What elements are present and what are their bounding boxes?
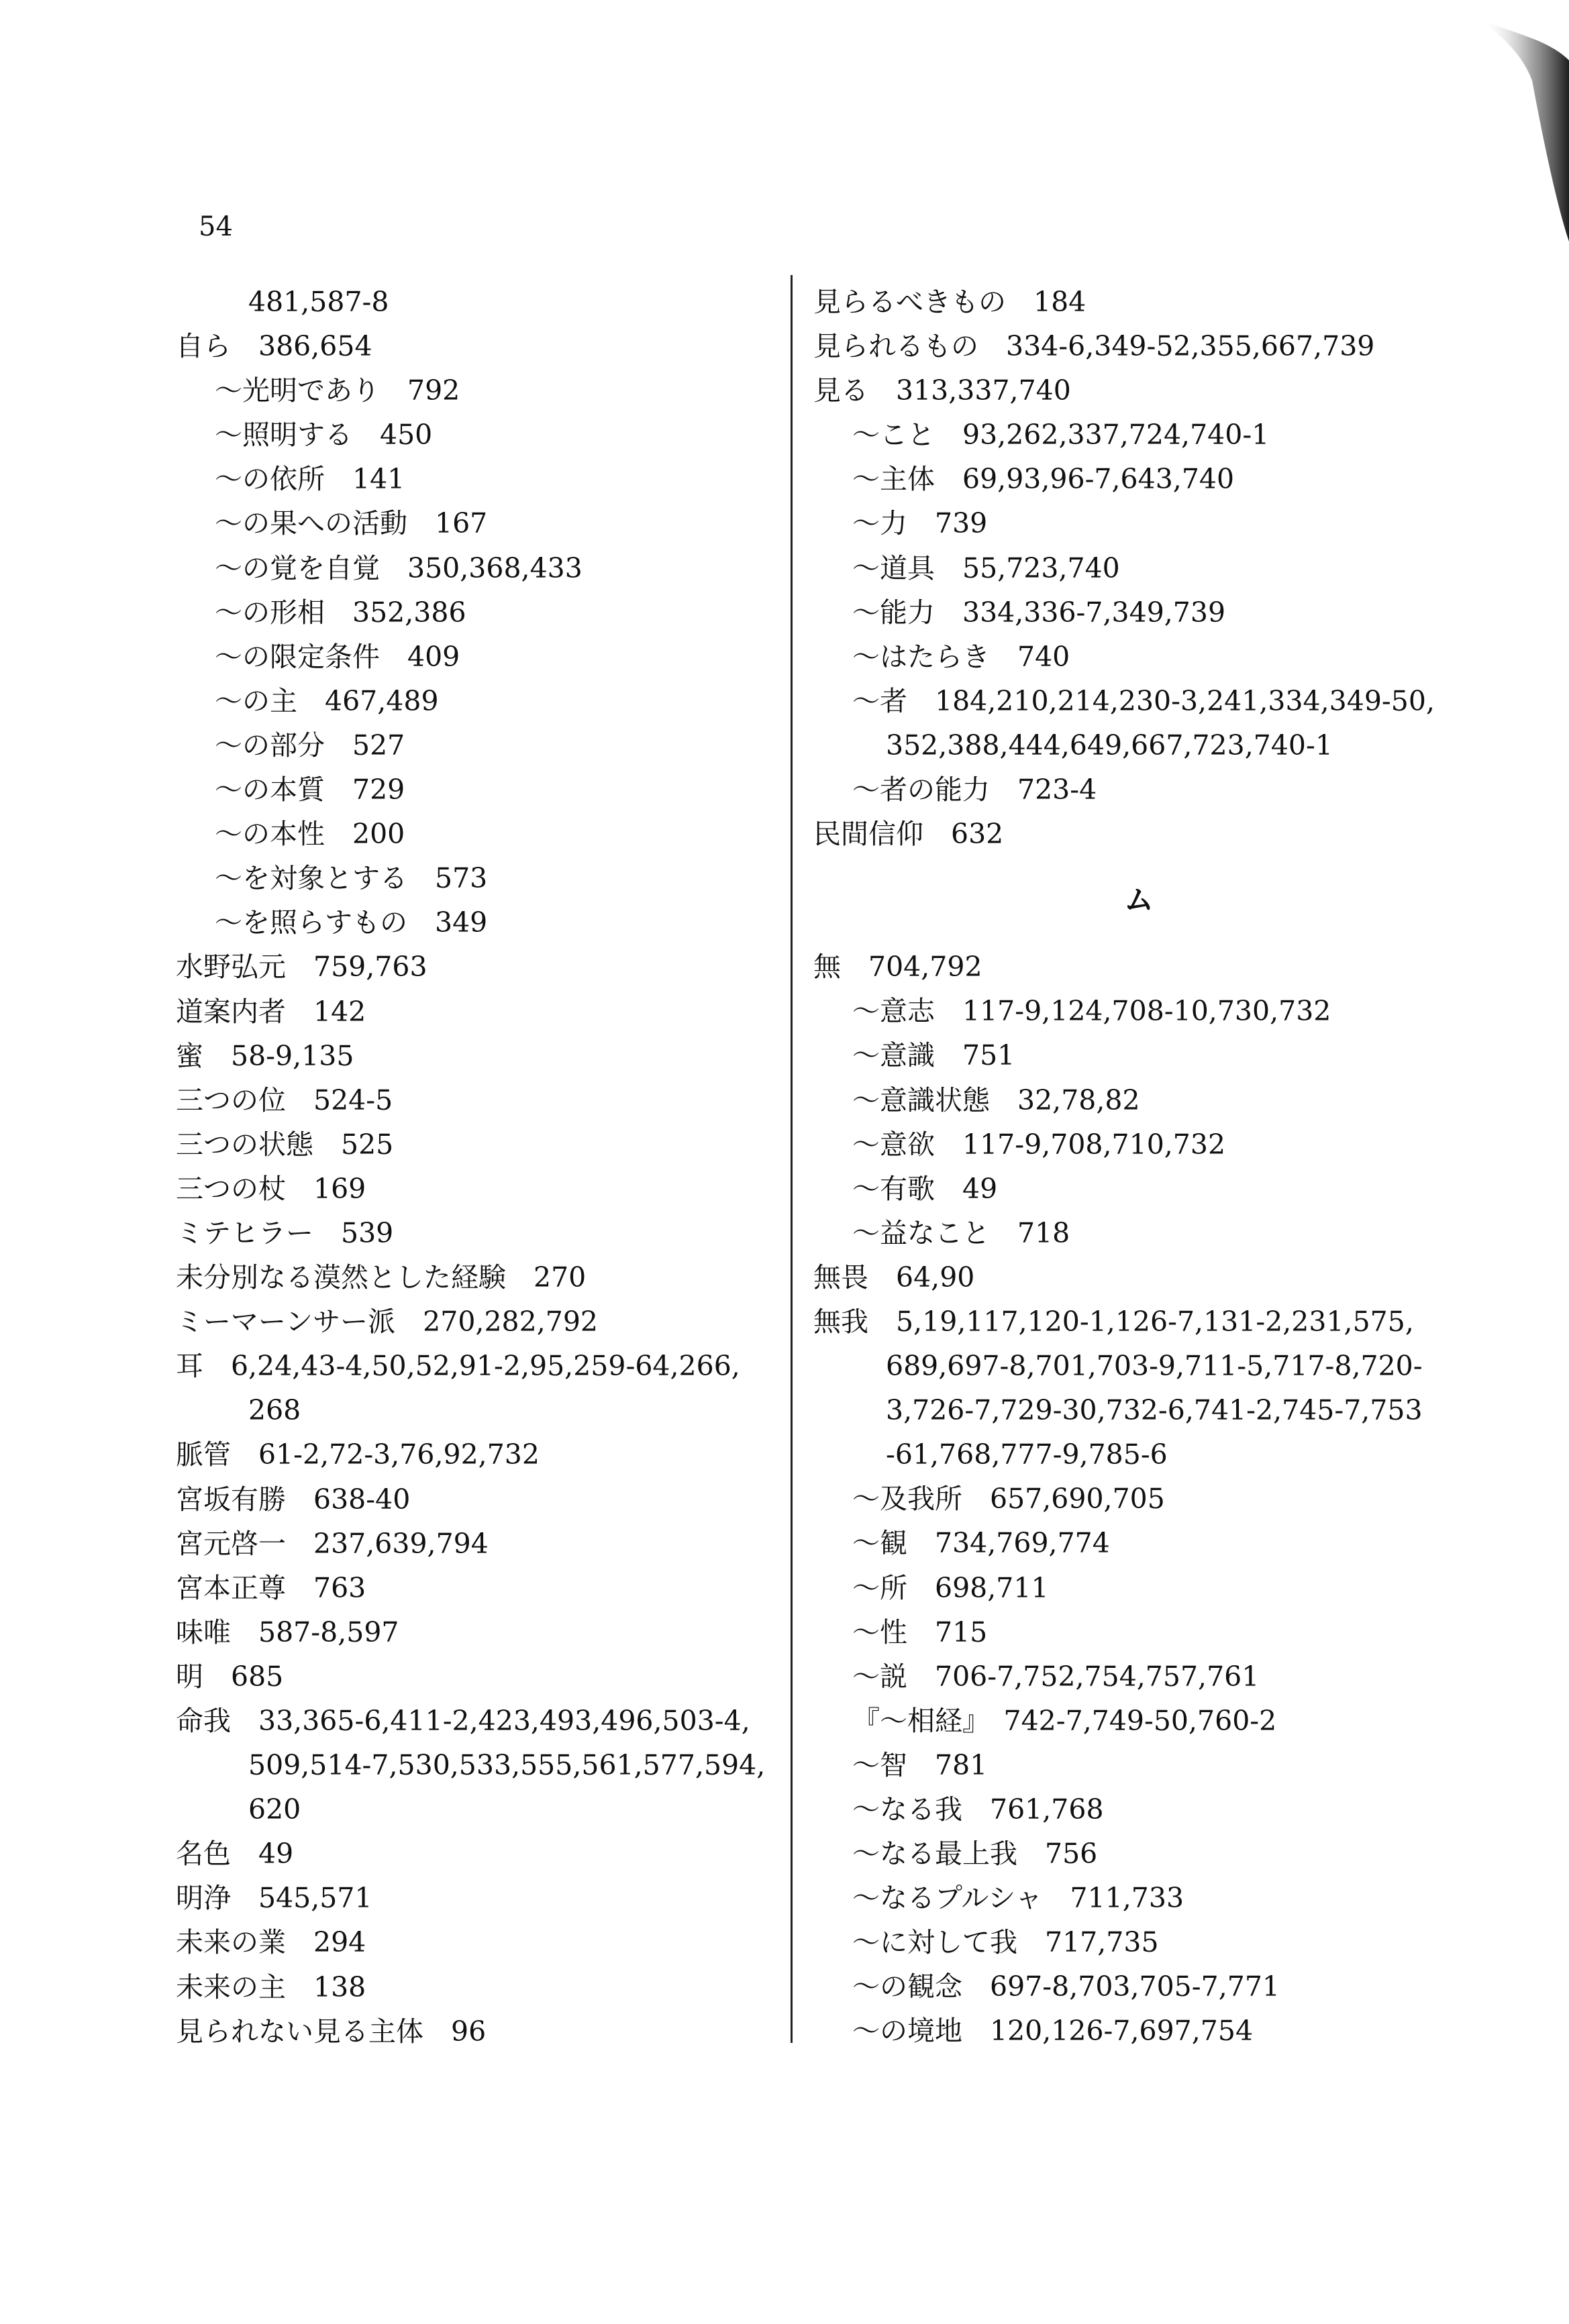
- index-entry-continuation: 3,726-7,729-30,732-6,741-2,745-7,753: [886, 1394, 1423, 1427]
- index-subentry: ～者の能力 723-4: [852, 774, 1097, 806]
- index-entry: 水野弘元 759,763: [176, 951, 427, 984]
- index-entry: 見らるべきもの 184: [813, 286, 1086, 318]
- index-entry: 道案内者 142: [176, 995, 366, 1028]
- index-subentry: ～の部分 527: [215, 729, 405, 761]
- index-subentry: 『～相経』 742-7,749-50,760-2: [852, 1704, 1277, 1737]
- index-entry: 耳 6,24,43-4,50,52,91-2,95,259-64,266,: [176, 1350, 740, 1383]
- index-subentry: ～の限定条件 409: [215, 640, 460, 673]
- index-entry: 無 704,792: [813, 951, 982, 984]
- index-subentry: ～意識状態 32,78,82: [852, 1084, 1140, 1116]
- index-subentry: ～はたらき 740: [852, 640, 1070, 673]
- index-entry: 味唯 587-8,597: [176, 1616, 399, 1648]
- index-entry: 見る 313,337,740: [813, 374, 1071, 407]
- index-entry-continuation: 620: [248, 1793, 301, 1826]
- index-subentry: ～の覚を自覚 350,368,433: [215, 551, 583, 584]
- index-subentry: ～者 184,210,214,230-3,241,334,349-50,: [852, 684, 1435, 717]
- index-entry: 未来の業 294: [176, 1926, 366, 1959]
- index-subentry: ～有歌 49: [852, 1172, 998, 1205]
- index-entry-continuation: 509,514-7,530,533,555,561,577,594,: [248, 1749, 766, 1782]
- section-heading: ム: [1124, 883, 1154, 918]
- index-entry-continuation: 352,388,444,649,667,723,740-1: [886, 729, 1333, 761]
- index-subentry: ～所 698,711: [852, 1571, 1049, 1604]
- index-subentry: ～意欲 117-9,708,710,732: [852, 1128, 1226, 1161]
- index-subentry: ～意識 751: [852, 1039, 1015, 1072]
- index-entry: 見られない見る主体 96: [176, 2015, 487, 2048]
- index-entry: 宮元啓一 237,639,794: [176, 1527, 489, 1560]
- index-entry: 未来の主 138: [176, 1970, 366, 2003]
- index-subentry: ～智 781: [852, 1748, 988, 1781]
- index-entry-continuation: 481,587-8: [248, 286, 389, 318]
- index-subentry: ～に対して我 717,735: [852, 1926, 1159, 1959]
- index-subentry: ～の依所 141: [215, 463, 405, 496]
- index-subentry: ～の主 467,489: [215, 684, 439, 717]
- index-entry: 命我 33,365-6,411-2,423,493,496,503-4,: [176, 1705, 750, 1737]
- index-subentry: ～を照らすもの 349: [215, 906, 488, 939]
- index-entry: 民間信仰 632: [813, 818, 1004, 851]
- index-subentry: ～の果への活動 167: [215, 507, 488, 540]
- index-entry: 脈管 61-2,72-3,76,92,732: [176, 1438, 540, 1471]
- index-subentry: ～性 715: [852, 1616, 988, 1648]
- index-entry-continuation: -61,768,777-9,785-6: [886, 1438, 1168, 1471]
- index-subentry: ～力 739: [852, 507, 988, 540]
- index-subentry: ～の本質 729: [215, 774, 405, 806]
- index-entry: 明 685: [176, 1660, 284, 1693]
- index-subentry: ～光明であり 792: [215, 374, 460, 407]
- index-subentry: ～なるプルシャ 711,733: [852, 1882, 1184, 1915]
- index-entry: 自ら 386,654: [176, 330, 372, 363]
- index-subentry: ～及我所 657,690,705: [852, 1483, 1165, 1516]
- index-entry: 見られるもの 334-6,349-52,355,667,739: [813, 330, 1375, 363]
- index-entry: 三つの状態 525: [176, 1128, 394, 1161]
- page-number: 54: [199, 211, 233, 242]
- index-column-right: [813, 280, 1444, 2054]
- index-entry: 三つの杖 169: [176, 1172, 366, 1205]
- index-subentry: ～照明する 450: [215, 419, 433, 452]
- index-entry: ミテヒラー 539: [176, 1216, 394, 1249]
- index-subentry: ～を対象とする 573: [215, 862, 488, 895]
- index-subentry: ～意志 117-9,124,708-10,730,732: [852, 995, 1331, 1028]
- index-subentry: ～説 706-7,752,754,757,761: [852, 1660, 1260, 1693]
- scan-shadow: [1468, 0, 1569, 242]
- index-subentry: ～の観念 697-8,703,705-7,771: [852, 1970, 1280, 2003]
- index-subentry: ～能力 334,336-7,349,739: [852, 596, 1226, 629]
- index-entry: 宮本正尊 763: [176, 1571, 366, 1604]
- index-subentry: ～益なこと 718: [852, 1216, 1070, 1249]
- index-entry-continuation: 689,697-8,701,703-9,711-5,717-8,720-: [886, 1350, 1423, 1383]
- index-subentry: ～主体 69,93,96-7,643,740: [852, 463, 1235, 496]
- index-entry: 無我 5,19,117,120-1,126-7,131-2,231,575,: [813, 1305, 1414, 1338]
- index-entry: ミーマーンサー派 270,282,792: [176, 1306, 599, 1338]
- index-subentry: ～こと 93,262,337,724,740-1: [852, 419, 1270, 452]
- index-subentry: ～なる最上我 756: [852, 1838, 1098, 1870]
- column-divider: [791, 275, 793, 2043]
- index-subentry: ～観 734,769,774: [852, 1527, 1110, 1560]
- index-subentry: ～の形相 352,386: [215, 596, 466, 629]
- index-entry: 未分別なる漠然とした経験 270: [176, 1261, 587, 1294]
- index-subentry: ～の本性 200: [215, 818, 405, 851]
- index-entry: 無畏 64,90: [813, 1261, 975, 1293]
- index-subentry: ～なる我 761,768: [852, 1793, 1104, 1826]
- index-column-left: [176, 280, 780, 2054]
- index-entry: 蜜 58-9,135: [176, 1039, 354, 1072]
- index-subentry: ～道具 55,723,740: [852, 551, 1120, 584]
- index-entry: 宮坂有勝 638-40: [176, 1483, 411, 1516]
- index-subentry: ～の境地 120,126-7,697,754: [852, 2015, 1254, 2048]
- index-entry: 明浄 545,571: [176, 1882, 372, 1915]
- index-entry-continuation: 268: [248, 1394, 301, 1427]
- index-entry: 名色 49: [176, 1838, 294, 1870]
- index-entry: 三つの位 524-5: [176, 1084, 393, 1116]
